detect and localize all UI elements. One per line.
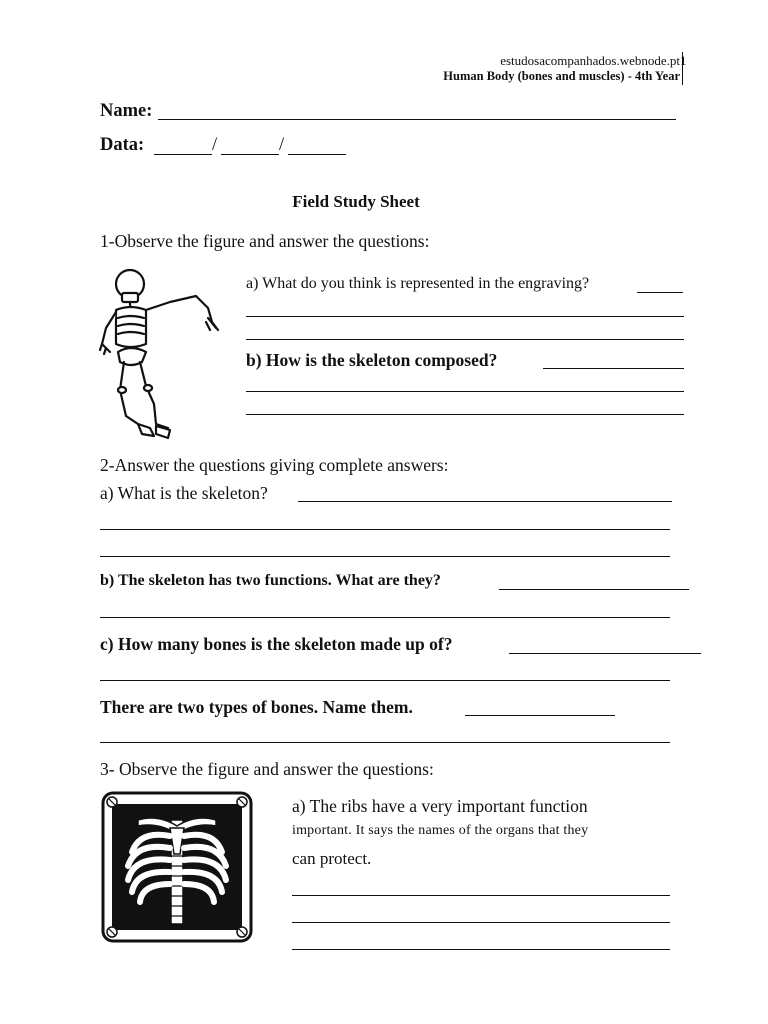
answer-line[interactable] (292, 949, 670, 950)
answer-line[interactable] (465, 715, 615, 716)
header-site: estudosacompanhados.webnode.pt (500, 53, 680, 68)
answer-line[interactable] (100, 529, 670, 530)
header-subtitle: Human Body (bones and muscles) - 4th Year (443, 69, 680, 83)
answer-line[interactable] (499, 589, 689, 590)
date-year-field[interactable] (288, 154, 346, 155)
answer-line[interactable] (246, 414, 684, 415)
skeleton-icon (98, 266, 226, 442)
answer-line[interactable] (246, 339, 684, 340)
page-number: 1 (680, 53, 687, 68)
name-label: Name: (100, 101, 153, 121)
ribcage-xray-icon (100, 790, 254, 944)
section2-question-b: b) The skeleton has two functions. What are they? (100, 572, 441, 589)
answer-line[interactable] (246, 391, 684, 392)
answer-line[interactable] (298, 501, 672, 502)
date-month-field[interactable] (221, 154, 279, 155)
answer-line[interactable] (292, 895, 670, 896)
section3-heading: 3- Observe the figure and answer the questions: (100, 759, 434, 779)
date-day-field[interactable] (154, 154, 212, 155)
answer-line[interactable] (637, 292, 683, 293)
section3-question-a-line3: can protect. (292, 849, 372, 868)
section1-question-b: b) How is the skeleton composed? (246, 350, 498, 370)
section1-heading: 1-Observe the figure and answer the questions: (100, 231, 430, 251)
answer-line[interactable] (246, 316, 684, 317)
section2-question-a: a) What is the skeleton? (100, 483, 268, 503)
date-separator: / (279, 135, 285, 155)
answer-line[interactable] (100, 556, 670, 557)
answer-line[interactable] (100, 617, 670, 618)
section3-question-a-line1: a) The ribs have a very important function (292, 796, 588, 816)
section3-question-a-line2: important. It says the names of the organs that they (292, 823, 589, 838)
header-divider (682, 52, 683, 85)
page-title: Field Study Sheet (292, 192, 420, 211)
answer-line[interactable] (100, 680, 670, 681)
section2-heading: 2-Answer the questions giving complete answers: (100, 455, 449, 475)
date-separator: / (212, 135, 218, 155)
answer-line[interactable] (292, 922, 670, 923)
section1-question-a: a) What do you think is represented in the engraving? (246, 275, 590, 292)
date-label: Data: (100, 135, 145, 155)
section2-question-c: c) How many bones is the skeleton made up of? (100, 634, 453, 654)
answer-line[interactable] (543, 368, 684, 369)
answer-line[interactable] (100, 742, 670, 743)
section2-question-d: There are two types of bones. Name them. (100, 697, 413, 717)
name-field[interactable] (158, 119, 676, 120)
answer-line[interactable] (509, 653, 701, 654)
